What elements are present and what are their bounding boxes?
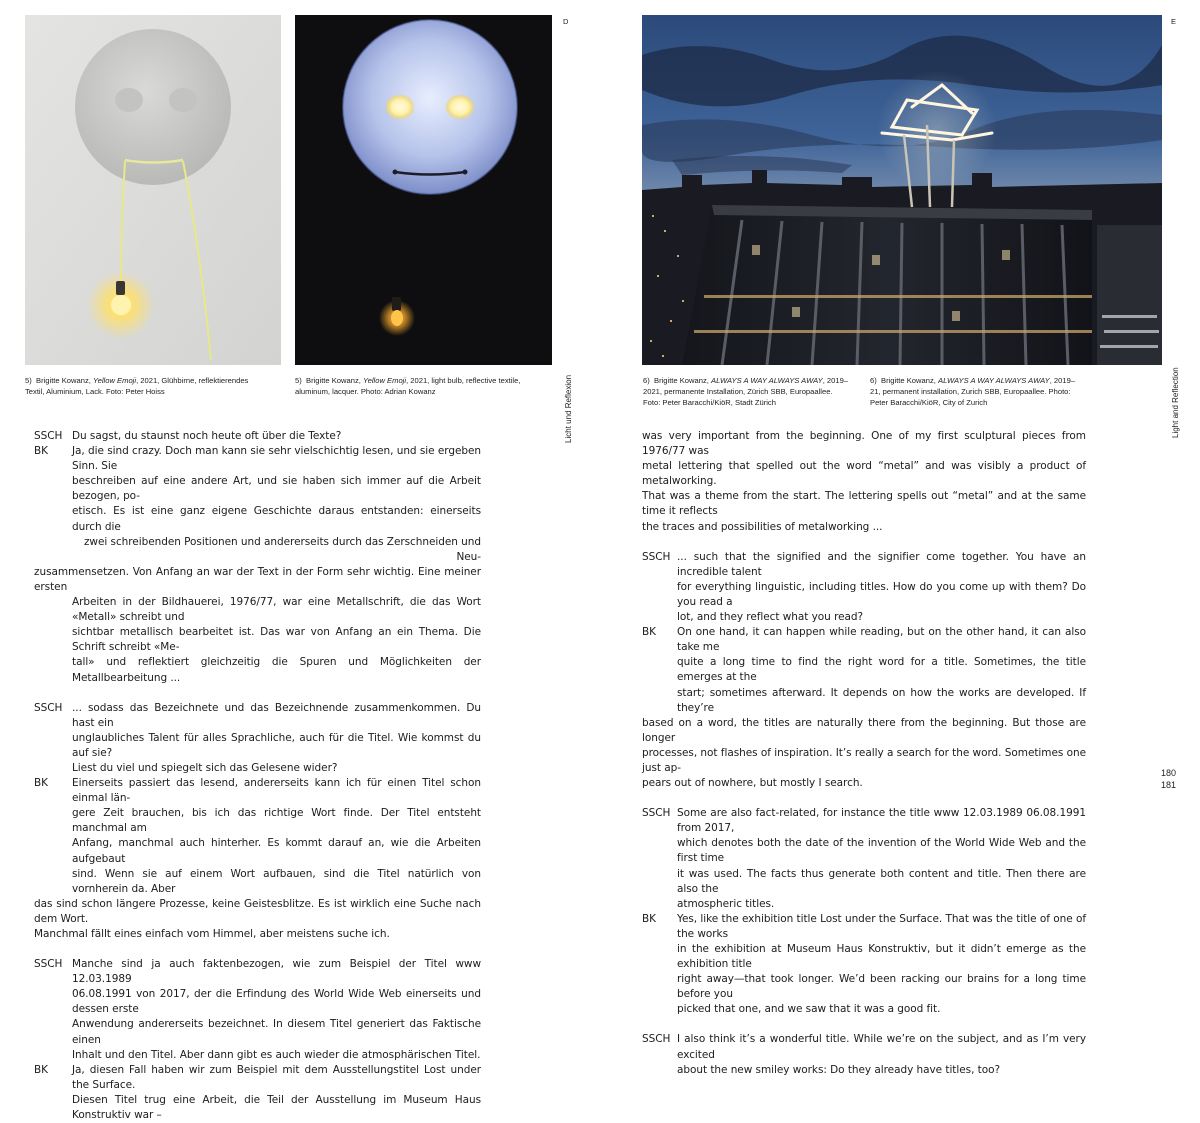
left-caption-1: 5) Brigitte Kowanz, Yellow Emoji, 2021, Glühbirne, reflektierendes Textil, Aluminium, Lack. Foto: Peter Hoiss bbox=[25, 376, 249, 396]
line: gere Zeit brauchen, bis ich das richtige Wort finde. Der Titel entsteht manchmal am bbox=[72, 807, 481, 835]
speaker-label: SSCH bbox=[642, 807, 671, 820]
speaker-label: BK bbox=[34, 445, 48, 458]
left-side-label: Licht und Reflexion bbox=[564, 374, 573, 443]
yellow-emoji-photo-day bbox=[25, 15, 281, 365]
line: I also think it’s a wonderful title. While we’re on the subject, and as I’m very excited bbox=[677, 1033, 1086, 1061]
line: 06.08.1991 von 2017, der die Erfindung des World Wide Web einerseits und dessen erste bbox=[72, 988, 481, 1016]
line: Einerseits passiert das lesend, andererseits kann ich für einen Titel schon einmal län- bbox=[72, 777, 481, 805]
line: processes, not flashes of inspiration. It’s really a search for the word. Sometimes one just ap- bbox=[642, 746, 1086, 774]
line: about the new smiley works: Do they already have titles, too? bbox=[677, 1063, 1000, 1076]
line: sind. Wenn sie auf einem Wort aufbauen, sind die Titel natürlich von vornherein da. Aber bbox=[72, 867, 481, 895]
line: Diesen Titel trug eine Arbeit, die Teil der Ausstellung im Museum Haus Konstruktiv war – bbox=[72, 1093, 481, 1122]
line: ... such that the signified and the signifier come together. You have an incredible talent bbox=[677, 550, 1086, 578]
line: which denotes both the date of the invention of the World Wide Web and the first time bbox=[677, 837, 1086, 865]
paragraph-lines bbox=[642, 806, 1086, 912]
line: sichtbar metallisch bearbeitet ist. Das war von Anfang an ein Thema. Die Schrift schreibt «Me- bbox=[72, 626, 481, 654]
speaker-label: SSCH bbox=[642, 1033, 671, 1046]
line: Ja, diesen Fall haben wir zum Beispiel mit dem Ausstellungstitel Lost under the Surface. bbox=[72, 1063, 481, 1091]
line: start; sometimes afterward. It depends on how the works are developed. If they’re bbox=[677, 686, 1086, 714]
speaker-label: BK bbox=[642, 912, 656, 925]
paragraph-lines bbox=[34, 776, 481, 897]
line: in the exhibition at Museum Haus Konstruktiv, but it didn’t emerge as the exhibition title bbox=[677, 943, 1086, 971]
right-paragraph-2 bbox=[642, 550, 1086, 625]
line: Arbeiten in der Bildhauerei, 1976/77, war eine Metallschrift, die das Wort «Metall» schreibt und bbox=[72, 596, 481, 624]
line: unglaubliches Talent für alles Sprachliche, auch für die Titel. Wie kommst du auf sie? bbox=[72, 731, 481, 759]
line: Du sagst, du staunst noch heute oft über die Texte? bbox=[72, 430, 342, 442]
always-a-way-photo bbox=[642, 15, 1162, 365]
page-number-right: 181 bbox=[1160, 780, 1176, 790]
speaker-label: BK bbox=[642, 626, 656, 639]
yellow-emoji-night-illustration bbox=[295, 15, 552, 365]
line: Inhalt und den Titel. Aber dann gibt es auch wieder die atmosphärischen Titel. bbox=[72, 1048, 481, 1061]
left-paragraph-1 bbox=[34, 429, 481, 444]
line: was very important from the beginning. One of my first sculptural pieces from 1976/77 was bbox=[642, 430, 1086, 458]
yellow-emoji-photo-night bbox=[295, 15, 552, 365]
yellow-emoji-day-illustration bbox=[25, 15, 281, 365]
page-numbers bbox=[1140, 767, 1176, 791]
speaker-label: SSCH bbox=[34, 701, 63, 714]
line: quite a long time to find the right word for a title. Sometimes, the title emerges at the bbox=[677, 656, 1086, 684]
right-paragraph-3 bbox=[642, 625, 1086, 791]
paragraph-lines bbox=[34, 429, 481, 444]
speaker-label: SSCH bbox=[34, 958, 63, 971]
line: metal lettering that spelled out the word “metal” and was visibly a product of metalworking. bbox=[642, 460, 1086, 488]
line: zusammensetzen. Von Anfang an war der Text in der Form sehr wichtig. Eine meiner ersten bbox=[34, 565, 481, 593]
line: Ja, die sind crazy. Doch man kann sie sehr vielschichtig lesen, und sie ergeben Sinn. Sie bbox=[72, 445, 481, 473]
right-paragraph-4 bbox=[642, 806, 1086, 912]
paragraph-lines bbox=[34, 701, 481, 776]
line: based on a word, the titles are naturally there from the beginning. But those are longer bbox=[642, 716, 1086, 744]
paragraph-lines bbox=[642, 912, 1086, 1018]
rooftop-installation-illustration bbox=[642, 15, 1162, 365]
speaker-label: BK bbox=[34, 1063, 48, 1076]
line: On one hand, it can happen while reading, but on the other hand, it can also take me bbox=[677, 626, 1086, 654]
right-paragraph-6 bbox=[642, 1032, 1086, 1077]
right-caption-2: 6) Brigitte Kowanz, ALWAYS A WAY ALWAYS AWAY, 2019– 21, permanent installation, Zurich SBB, Europaallee. Photo: Peter Baracchi/KiöR, City of Zurich bbox=[870, 376, 1076, 407]
line: beschreiben auf eine andere Art, und sie haben sich immer auf die Arbeit bezogen, po- bbox=[72, 475, 481, 503]
paragraph-lines bbox=[34, 957, 481, 1063]
line: ... sodass das Bezeichnete und das Bezeichnende zusammenkommen. Du hast ein bbox=[72, 701, 481, 729]
left-paragraph-5 bbox=[34, 957, 481, 1063]
right-page-marker: E bbox=[1171, 17, 1177, 26]
line: it was used. The facts thus generate both content and title. Then there are also the bbox=[677, 867, 1086, 895]
left-interview-text bbox=[34, 429, 481, 1123]
line: pears out of nowhere, but mostly I search. bbox=[642, 777, 863, 790]
line: Manchmal fällt eines einfach vom Himmel, aber meistens suche ich. bbox=[34, 928, 390, 940]
right-side-label: Light and Reflection bbox=[1171, 367, 1180, 438]
line: Yes, like the exhibition title Lost under the Surface. That was the title of one of the works bbox=[677, 912, 1086, 940]
right-interview-text bbox=[642, 429, 1086, 1078]
left-caption-2: 5) Brigitte Kowanz, Yellow Emoji, 2021, light bulb, reflective textile, aluminum, lacquer. Photo: Adrian Kowanz bbox=[295, 376, 521, 396]
paragraph-lines bbox=[642, 1032, 1086, 1077]
left-paragraph-6 bbox=[34, 1063, 481, 1123]
paragraph-lines bbox=[642, 625, 1086, 716]
line: das sind schon längere Prozesse, keine Geistesblitze. Es ist wirklich eine Suche nach dem Wort. bbox=[34, 897, 481, 925]
line: for everything linguistic, including titles. How do you come up with them? Do you read a bbox=[677, 580, 1086, 608]
line: right away—that took longer. We’d been racking our brains for a long time before you bbox=[677, 973, 1086, 1001]
line: That was a theme from the start. The lettering spells out “metal” and at the same time it reflects bbox=[642, 490, 1086, 518]
line: Anwendung andererseits bezeichnet. In diesem Titel generiert das Faktische einen bbox=[72, 1018, 481, 1046]
paragraph-lines bbox=[34, 1063, 481, 1123]
speaker-label: BK bbox=[34, 777, 48, 790]
line: tall» und reflektiert gleichzeitig die Spuren und Möglichkeiten der Metallbearbeitung ... bbox=[72, 656, 481, 684]
line: Liest du viel und spiegelt sich das Gelesene wider? bbox=[72, 761, 338, 774]
line: etisch. Es ist eine ganz eigene Geschichte daraus entstanden: einerseits durch die bbox=[72, 505, 481, 533]
speaker-label: SSCH bbox=[642, 550, 671, 563]
line: the traces and possibilities of metalworking ... bbox=[642, 520, 883, 533]
left-paragraph-4 bbox=[34, 776, 481, 942]
line: atmospheric titles. bbox=[677, 897, 775, 910]
paragraph-lines bbox=[34, 444, 481, 565]
line: Anfang, manchmal auch hinterher. Es kommt darauf an, wie die Arbeiten aufgebaut bbox=[72, 837, 481, 865]
left-paragraph-3 bbox=[34, 701, 481, 776]
line: zwei schreibenden Positionen und andererseits durch das Zerschneiden und Neu- bbox=[83, 535, 481, 563]
speaker-label: SSCH bbox=[34, 430, 63, 442]
line: picked that one, and we saw that it was a good fit. bbox=[677, 1003, 941, 1016]
right-paragraph-1 bbox=[642, 429, 1086, 535]
line: lot, and they reflect what you read? bbox=[677, 611, 864, 624]
left-page-marker: D bbox=[563, 17, 569, 26]
paragraph-lines bbox=[642, 550, 1086, 625]
line: Some are also fact-related, for instance the title www 12.03.1989 06.08.1991 from 2017, bbox=[677, 807, 1086, 835]
left-paragraph-2 bbox=[34, 444, 481, 686]
line: Manche sind ja auch faktenbezogen, wie zum Beispiel der Titel www 12.03.1989 bbox=[72, 958, 481, 986]
right-paragraph-5 bbox=[642, 912, 1086, 1018]
page-number-left: 180 bbox=[1160, 768, 1176, 778]
right-caption-1: 6) Brigitte Kowanz, ALWAYS A WAY ALWAYS AWAY, 2019– 2021, permanente Installation, Zürich SBB, Europaallee. Foto: Peter Baracchi/KiöR, Stadt Zürich bbox=[643, 376, 849, 407]
